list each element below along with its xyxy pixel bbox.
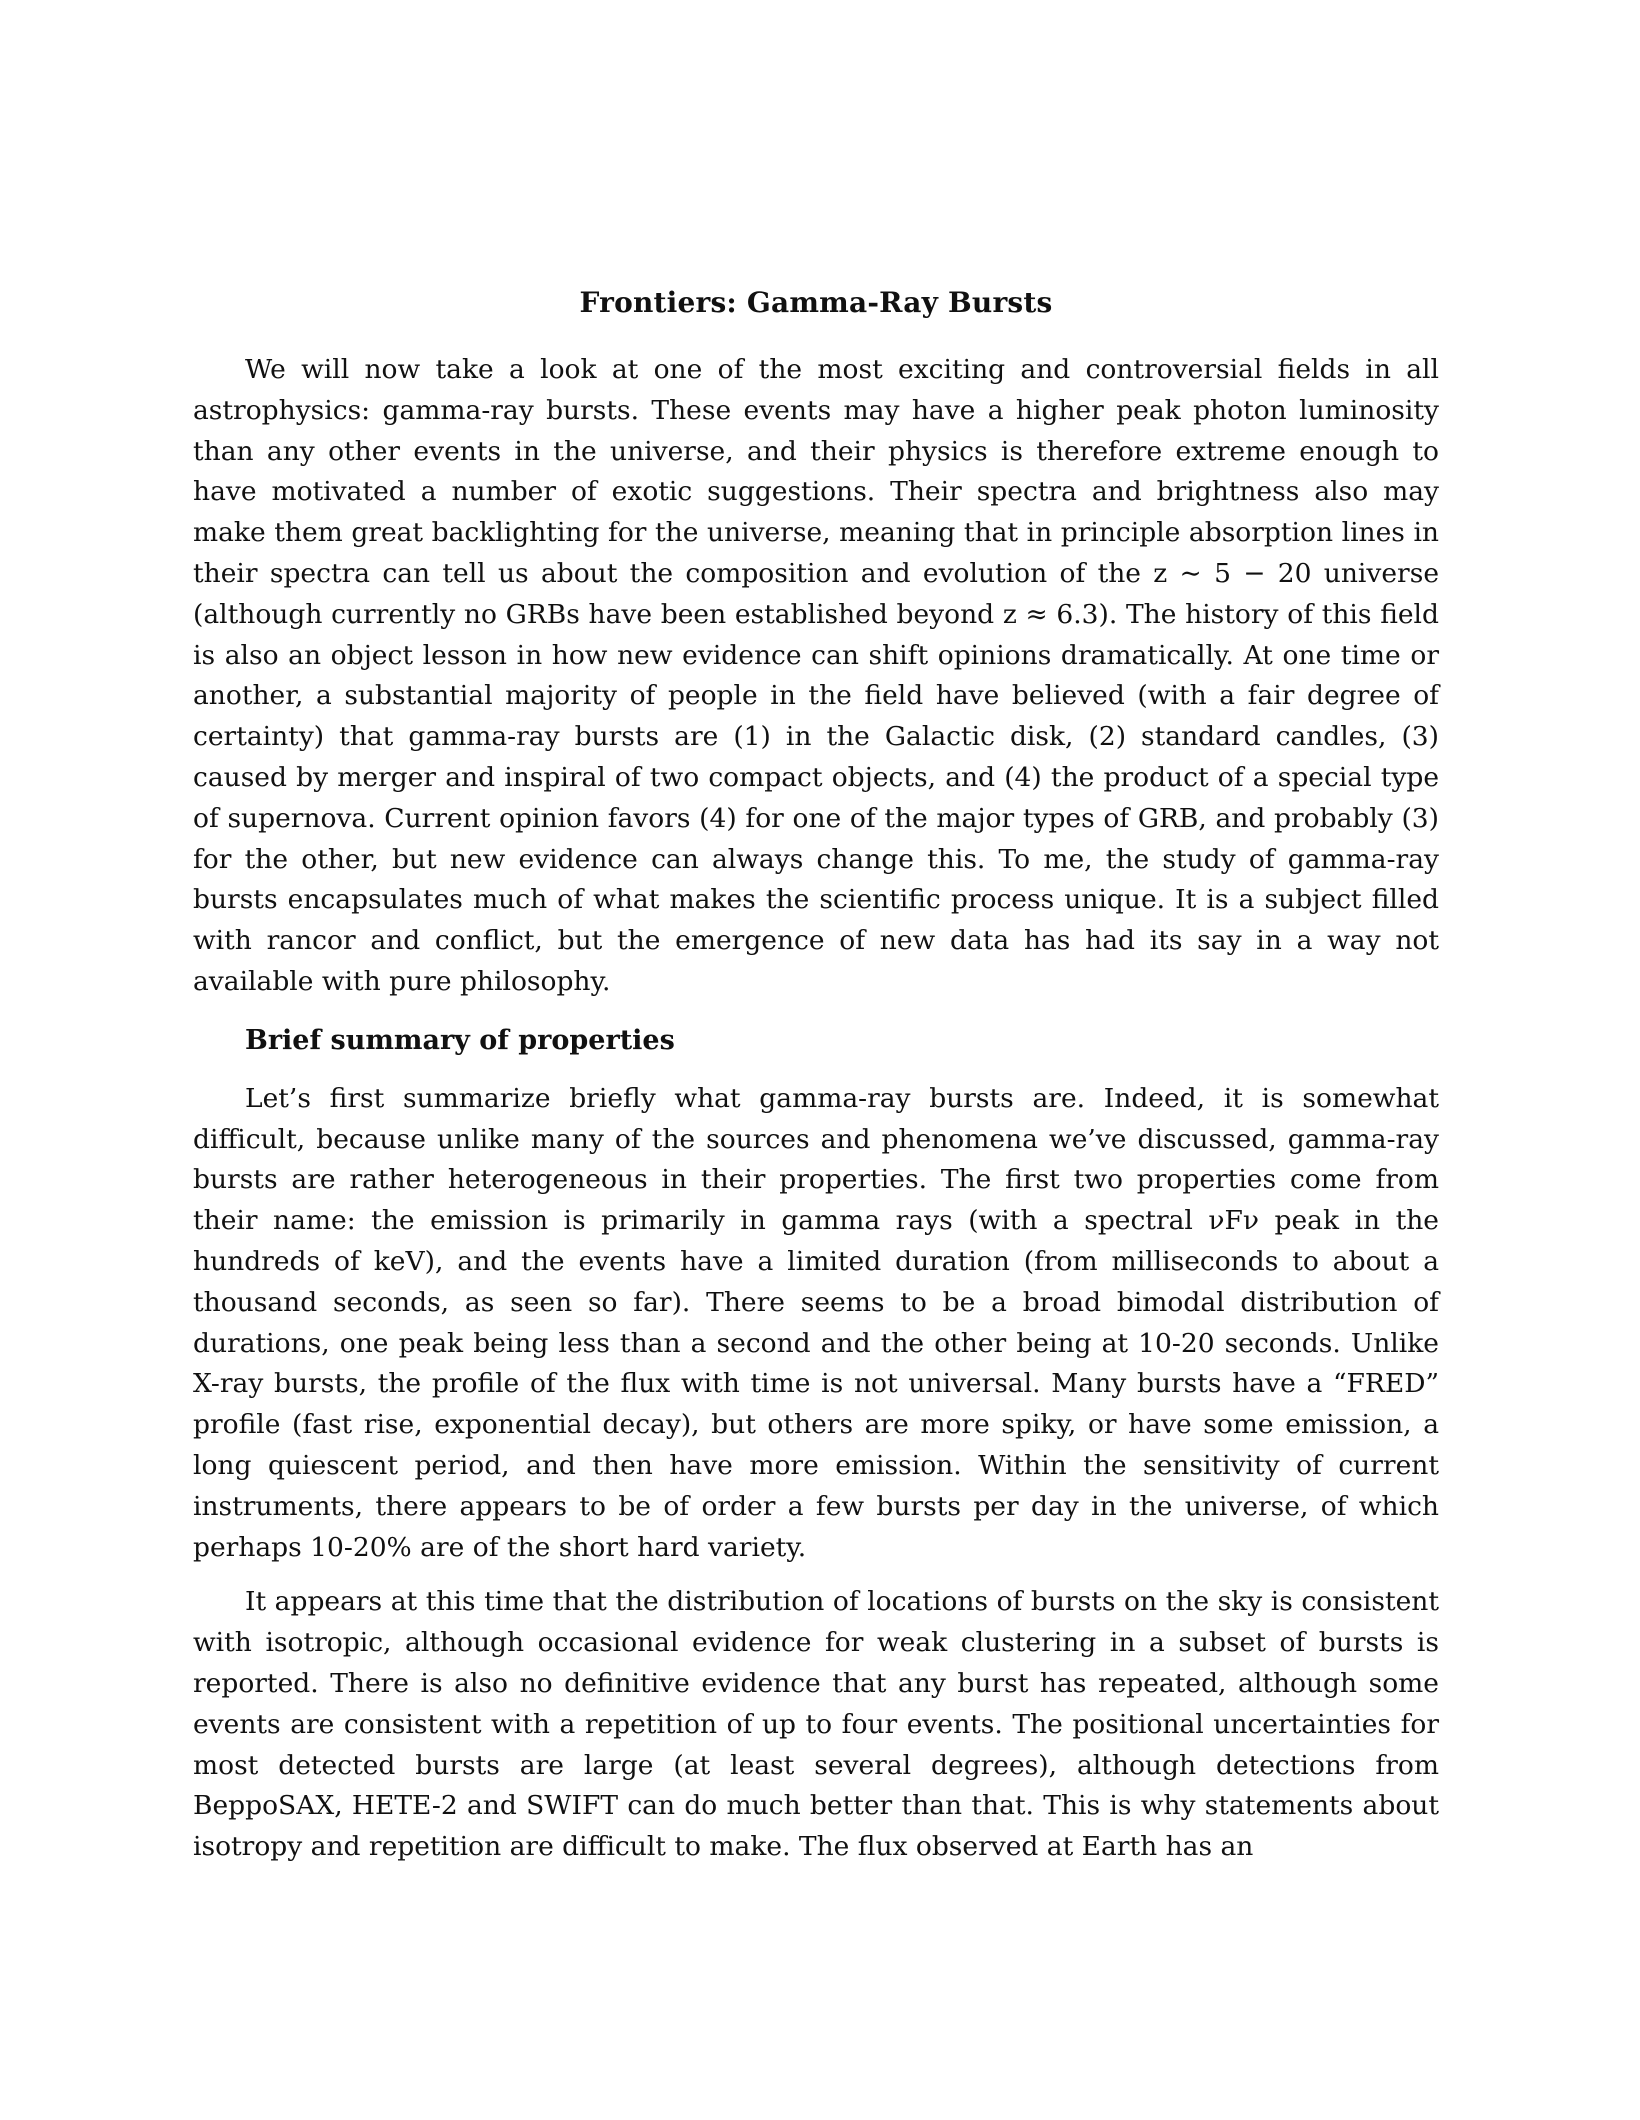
intro-paragraph: We will now take a look at one of the most exciting and controversial fields in all astrophysics: gamma-ray bursts. These events may have a higher peak photon luminosity than any other events in the universe, and their physics is therefore extreme enough to have motivated a number of exotic suggestions. Their spectra and brightness also may make them great backlighting for the universe, meaning that in principle absorption lines in their spectra can tell us about the composition and evolution of the z ∼ 5 − 20 universe (although currently no GRBs have been established beyond z ≈ 6.3). The history of this field is also an object lesson in how new evidence can shift opinions dramatically. At one time or another, a substantial majority of people in the field have believed (with a fair degree of certainty) that gamma-ray bursts are (1) in the Galactic disk, (2) standard candles, (3) caused by merger and inspiral of two compact objects, and (4) the product of a special type of supernova. Current opinion favors (4) for one of the major types of GRB, and probably (3) for the other, but new evidence can always change this. To me, the study of gamma-ray bursts encapsulates much of what makes the scientific process unique. It is a subject filled with rancor and conflict, but the emergence of new data has had its say in a way not available with pure philosophy. <box>193 354 1439 997</box>
section-heading: Brief summary of properties <box>245 1024 675 1056</box>
section-paragraph-1: Let’s first summarize briefly what gamma-ray bursts are. Indeed, it is somewhat difficult, because unlike many of the sources and phenomena we’ve discussed, gamma-ray bursts are rather heterogeneous in their properties. The first two properties come from their name: the emission is primarily in gamma rays (with a spectral νFν peak in the hundreds of keV), and the events have a limited duration (from milliseconds to about a thousand seconds, as seen so far). There seems to be a broad bimodal distribution of durations, one peak being less than a second and the other being at 10-20 seconds. Unlike X-ray bursts, the profile of the flux with time is not universal. Many bursts have a “FRED” profile (fast rise, exponential decay), but others are more spiky, or have some emission, a long quiescent period, and then have more emission. Within the sensitivity of current instruments, there appears to be of order a few bursts per day in the universe, of which perhaps 10-20% are of the short hard variety. <box>193 1082 1439 1563</box>
page-content <box>193 284 1439 1882</box>
page-title: Frontiers: Gamma-Ray Bursts <box>579 286 1053 319</box>
section-paragraph-2: It appears at this time that the distribution of locations of bursts on the sky is consistent with isotropic, although occasional evidence for weak clustering in a subset of bursts is reported. There is also no definitive evidence that any burst has repeated, although some events are consistent with a repetition of up to four events. The positional uncertainties for most detected bursts are large (at least several degrees), although detections from BeppoSAX, HETE-2 and SWIFT can do much better than that. This is why statements about isotropy and repetition are difficult to make. The flux observed at Earth has an <box>193 1586 1439 1863</box>
